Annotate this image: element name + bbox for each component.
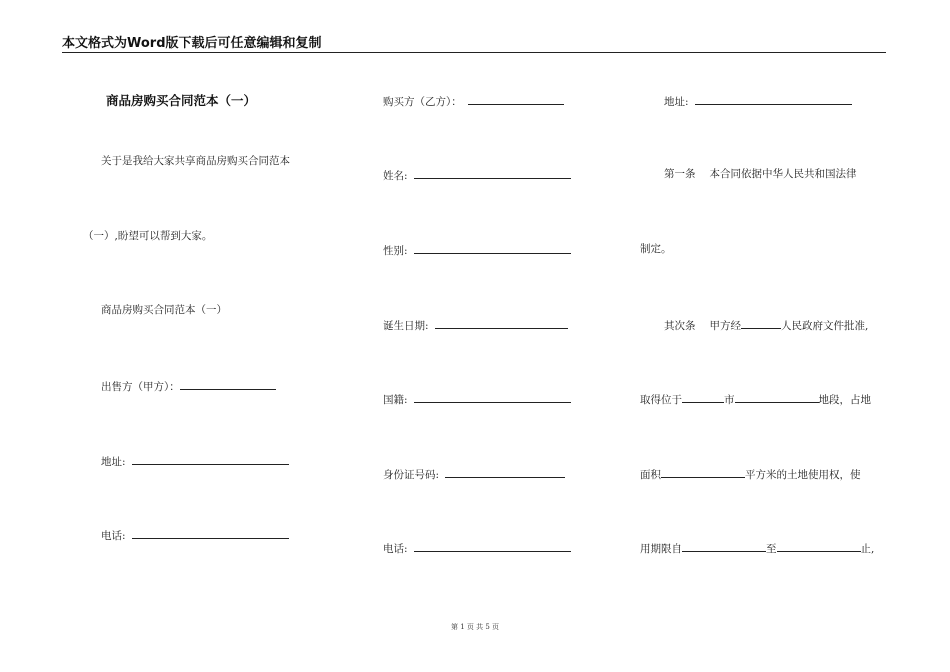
- area-blank: [661, 466, 745, 478]
- article-2-line-3: [640, 466, 861, 482]
- page-number: 第 1 页 共 5 页: [450, 623, 500, 631]
- seller-phone-label: 电话:: [101, 530, 126, 542]
- buyer-gender-label: 性别:: [383, 245, 408, 257]
- buyer-name-blank: [414, 167, 571, 179]
- seller-blank: [180, 378, 276, 390]
- buyer-gender-field: [383, 242, 571, 258]
- seller-address-blank: [132, 453, 289, 465]
- seller-label: 出售方（甲方）：: [101, 381, 180, 393]
- seller-address-field: [101, 453, 289, 469]
- article-2-text-a: 甲方经: [709, 320, 741, 332]
- buyer-address-blank: [695, 93, 852, 105]
- article-2-text-c: 取得位于: [640, 394, 682, 406]
- buyer-address-label: 地址:: [664, 96, 689, 108]
- buyer-phone-label: 电话:: [383, 543, 408, 555]
- article-2-text-e: 地段，占地: [818, 394, 871, 406]
- article-2-text-g: 平方米的土地使用权，使: [745, 469, 861, 481]
- buyer-id-field: [383, 466, 565, 482]
- buyer-label: 购买方（乙方）：: [383, 96, 462, 108]
- buyer-id-label: 身份证号码:: [383, 469, 440, 481]
- article-2-line-4: [640, 540, 874, 556]
- header-banner: 本文格式为Word版下载后可任意编辑和复制: [62, 36, 322, 51]
- seller-address-label: 地址:: [101, 456, 126, 468]
- end-date-blank: [777, 540, 861, 552]
- buyer-nationality-label: 国籍:: [383, 394, 408, 406]
- article-2-text-h: 用期限自: [640, 543, 682, 555]
- buyer-name-field: [383, 167, 571, 183]
- buyer-blank: [468, 93, 564, 105]
- document-title: 商品房购买合同范本（一）: [106, 93, 257, 108]
- article-2-heading: 其次条: [664, 320, 696, 332]
- article-2-text-f: 面积: [640, 469, 661, 481]
- article-2-text-j: 止,: [860, 543, 875, 555]
- intro-line-2: （一）,盼望可以帮到大家。: [83, 230, 213, 242]
- district-blank: [735, 391, 819, 403]
- buyer-nationality-blank: [414, 391, 571, 403]
- page-header: [62, 36, 886, 53]
- buyer-phone-blank: [414, 540, 571, 552]
- article-1-text: 本合同依据中华人民共和国法律: [709, 168, 857, 180]
- buyer-birth-field: [383, 317, 568, 333]
- buyer-nationality-field: [383, 391, 571, 407]
- buyer-address-field: [664, 93, 852, 109]
- article-2-text-b: 人民政府文件批准,: [781, 320, 869, 332]
- buyer-phone-field: [383, 540, 571, 556]
- buyer-birth-label: 诞生日期:: [383, 320, 429, 332]
- buyer-id-blank: [445, 466, 565, 478]
- seller-phone-blank: [132, 527, 289, 539]
- article-2-line-1: [664, 317, 868, 333]
- buyer-gender-blank: [414, 242, 571, 254]
- article-2-text-i: 至: [766, 543, 777, 555]
- buyer-birth-blank: [435, 317, 568, 329]
- seller-phone-field: [101, 527, 289, 543]
- article-2-text-d: 市: [724, 394, 735, 406]
- article-1-heading: 第一条: [664, 168, 696, 180]
- government-blank: [741, 317, 781, 329]
- contract-subtitle: 商品房购买合同范本（一）: [101, 304, 227, 316]
- city-blank: [682, 391, 724, 403]
- buyer-field: [383, 93, 564, 109]
- intro-line-1: 关于是我给大家共享商品房购买合同范本: [101, 155, 290, 167]
- start-date-blank: [682, 540, 766, 552]
- article-1-line-1: [664, 167, 857, 181]
- buyer-name-label: 姓名:: [383, 170, 408, 182]
- article-2-line-2: [640, 391, 871, 407]
- seller-field: [101, 378, 276, 394]
- article-1-line-2: 制定。: [640, 243, 672, 255]
